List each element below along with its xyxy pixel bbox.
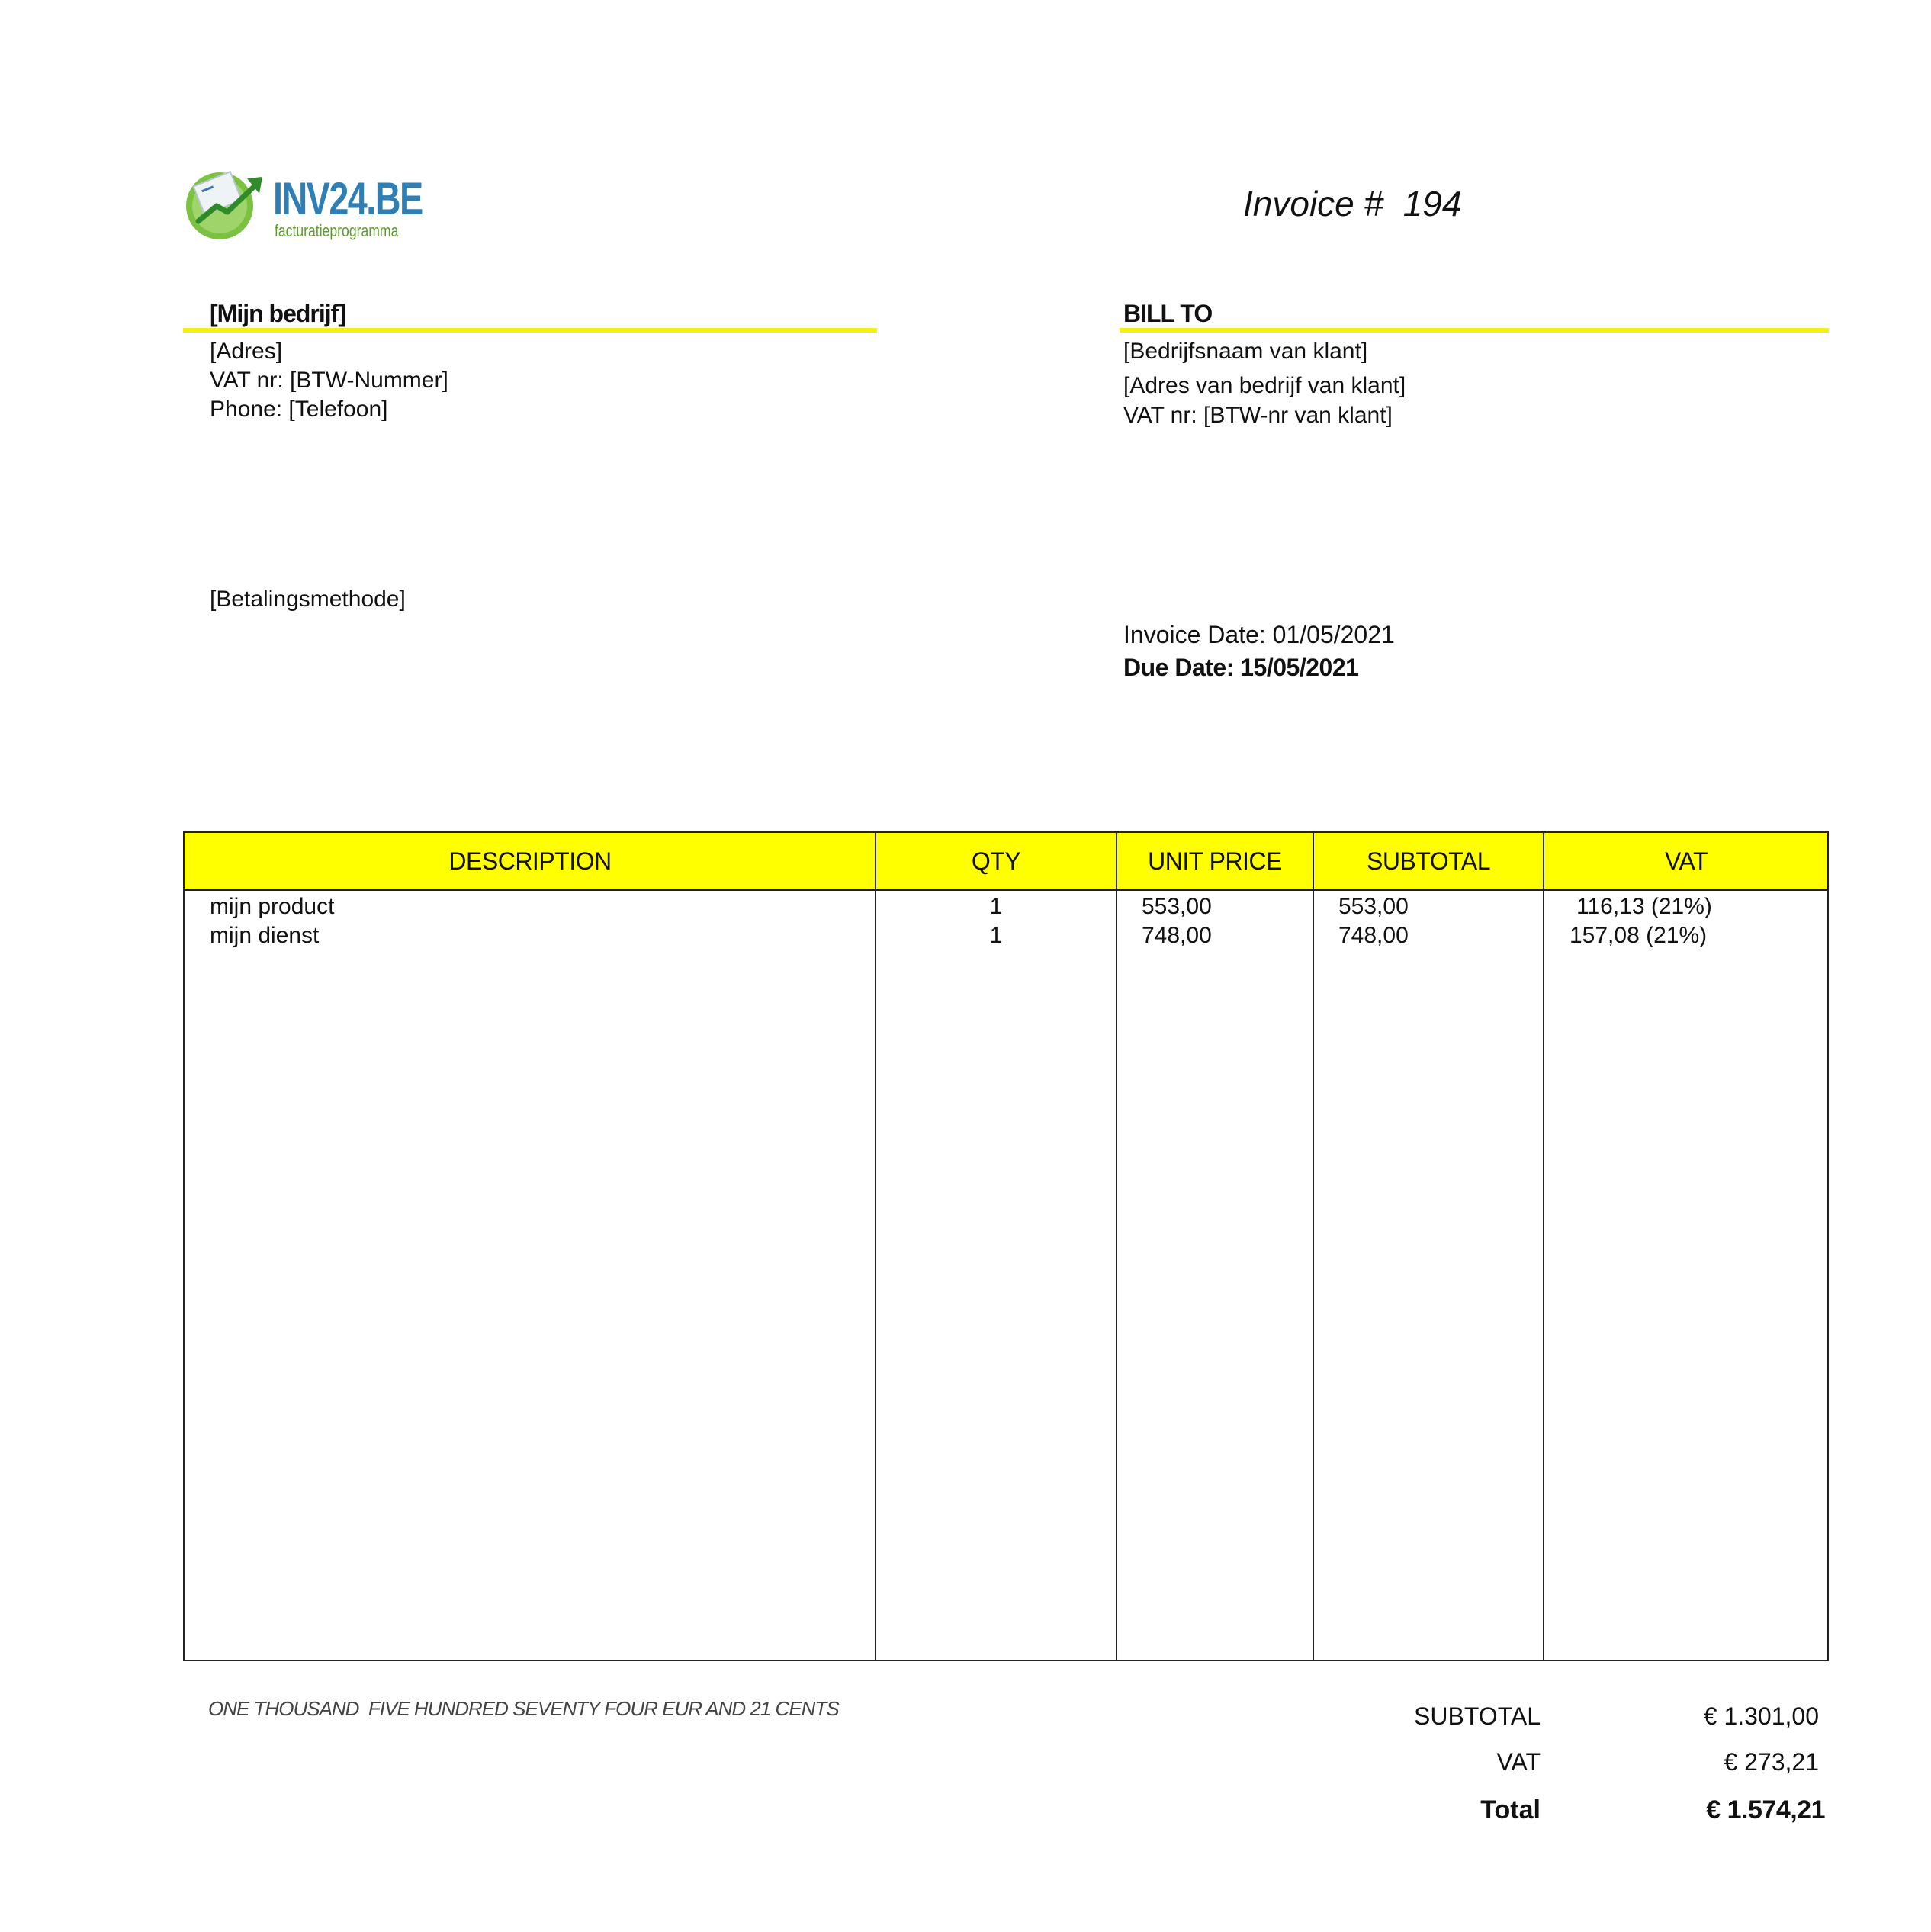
header-description: DESCRIPTION (448, 847, 612, 875)
bill-to-heading: BILL TO (1123, 300, 1213, 327)
due-date-value: 15/05/2021 (1240, 654, 1359, 681)
column-divider (1543, 833, 1544, 1660)
seller-address: [Adres] (210, 339, 283, 364)
due-date-label: Due Date: (1123, 654, 1234, 681)
row-subtotal: 553,00 (1338, 894, 1409, 919)
amount-in-words: ONE THOUSAND FIVE HUNDRED SEVENTY FOUR EUR AND 21 CENTS (208, 1697, 839, 1720)
header-vat: VAT (1665, 847, 1708, 875)
subtotal-value: € 1.301,00 (1703, 1702, 1819, 1730)
row-unit-price: 553,00 (1142, 894, 1212, 919)
table-header-row (185, 833, 1827, 891)
invoice-date-value: 01/05/2021 (1272, 621, 1395, 648)
client-company: [Bedrijfsnaam van klant] (1123, 339, 1368, 364)
header-unit-price: UNIT PRICE (1148, 847, 1282, 875)
row-subtotal: 748,00 (1338, 923, 1409, 948)
invoice-date (1123, 620, 1395, 649)
row-vat: 157,08 (21%) (1570, 923, 1708, 948)
seller-vat: VAT nr: [BTW-Nummer] (210, 368, 448, 393)
items-table (183, 831, 1829, 1661)
total-value: € 1.574,21 (1706, 1795, 1825, 1824)
header-subtotal: SUBTOTAL (1367, 847, 1490, 875)
row-vat: 116,13 (21%) (1576, 894, 1712, 919)
total-label: Total (1480, 1795, 1541, 1824)
payment-method: [Betalingsmethode] (210, 587, 406, 612)
invoice-title-label: Invoice # (1243, 184, 1384, 223)
seller-phone: Phone: [Telefoon] (210, 397, 388, 422)
vat-value: € 273,21 (1724, 1748, 1819, 1776)
seller-divider (183, 328, 877, 333)
row-description: mijn product (210, 894, 335, 919)
client-vat: VAT nr: [BTW-nr van klant] (1123, 403, 1393, 428)
logo-tagline: facturatieprogramma (275, 221, 399, 240)
logo-wordmark: INV24.BE (273, 173, 423, 224)
seller-name: [Mijn bedrijf] (210, 300, 345, 327)
client-address: [Adres van bedrijf van klant] (1123, 373, 1406, 398)
column-divider (875, 833, 876, 1660)
company-logo (183, 162, 423, 246)
bill-to-divider (1120, 328, 1829, 333)
invoice-date-label: Invoice Date: (1123, 621, 1266, 648)
row-description: mijn dienst (210, 923, 320, 948)
row-unit-price: 748,00 (1142, 923, 1212, 948)
logo-emblem-icon (183, 162, 268, 246)
vat-label: VAT (1496, 1748, 1541, 1776)
column-divider (1313, 833, 1314, 1660)
invoice-number: 194 (1402, 184, 1462, 223)
header-qty: QTY (971, 847, 1021, 875)
invoice-title (1243, 183, 1461, 224)
row-qty: 1 (989, 923, 1003, 948)
row-qty: 1 (989, 894, 1003, 919)
due-date (1123, 653, 1358, 682)
column-divider (1116, 833, 1117, 1660)
subtotal-label: SUBTOTAL (1414, 1702, 1541, 1730)
